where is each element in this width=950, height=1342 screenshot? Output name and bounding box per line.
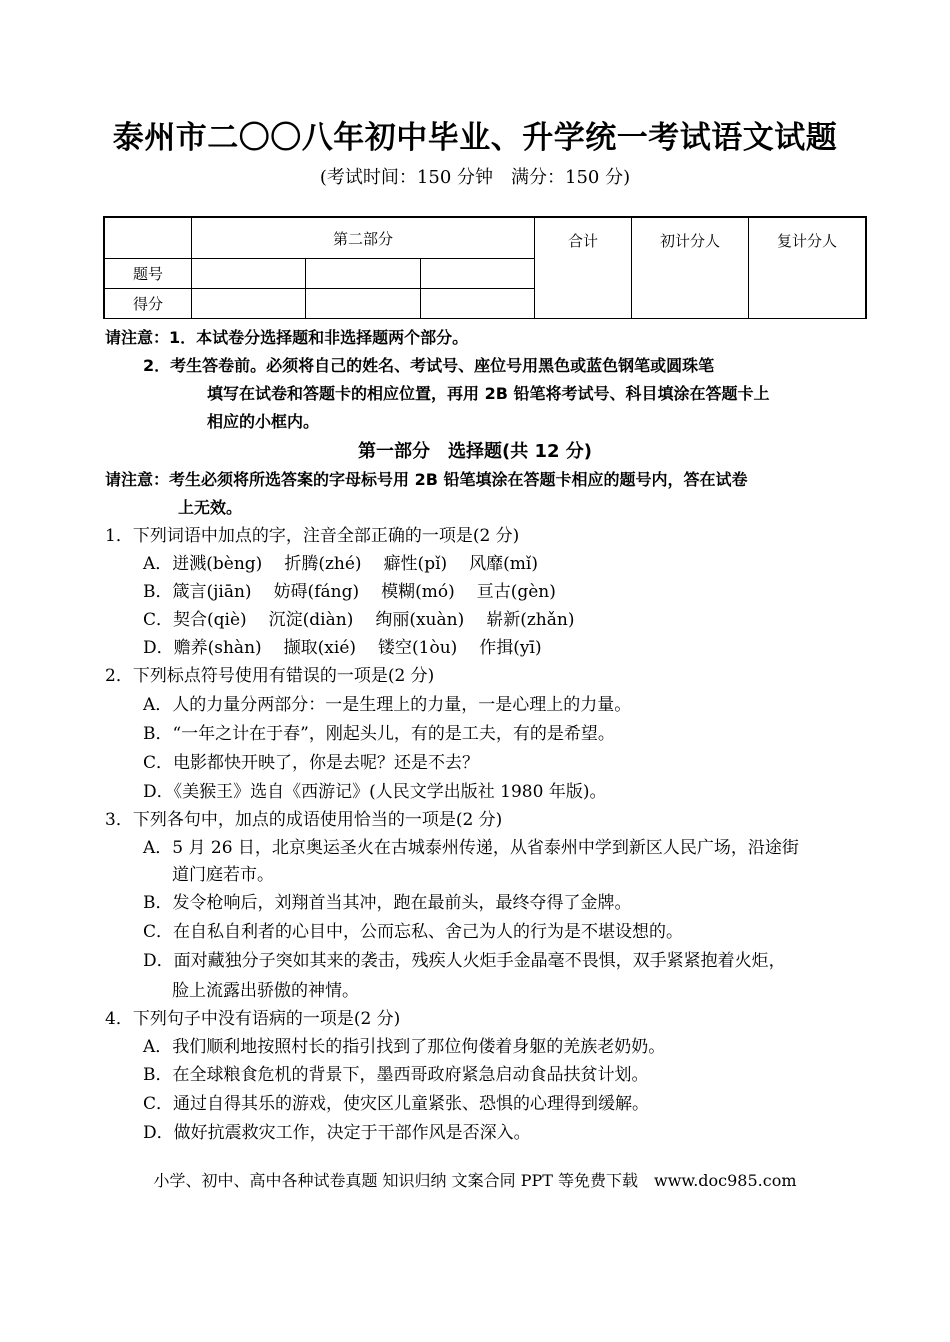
score-table bbox=[103, 216, 867, 319]
second-scorer-header: 复计分人 bbox=[749, 217, 867, 319]
q3-option-a-cont: 道门庭若市。 bbox=[172, 865, 274, 885]
q4-option-d: D．做好抗震救灾工作，决定于干部作风是否深入。 bbox=[143, 1123, 531, 1143]
q4-option-b: B．在全球粮食危机的背景下，墨西哥政府紧急启动食品扶贫计划。 bbox=[143, 1065, 649, 1085]
section-notice-1: 请注意：考生必须将所选答案的字母标号用 2B 铅笔填涂在答题卡相应的题号内，答在试卷 bbox=[105, 470, 748, 489]
total-header: 合计 bbox=[535, 217, 632, 319]
q2-option-d: D．《美猴王》选自《西游记》(人民文学出版社 1980 年版)。 bbox=[143, 782, 607, 802]
q3-option-c: C．在自私自利者的心目中，公而忘私、舍己为人的行为是不堪设想的。 bbox=[143, 922, 684, 942]
row-label-score: 得分 bbox=[104, 289, 192, 319]
score-cell bbox=[420, 289, 534, 319]
q1-option-b bbox=[143, 580, 578, 604]
notice-line-2: 2．考生答卷前。必须将自己的姓名、考试号、座位号用黑色或蓝色钢笔或圆珠笔 bbox=[143, 356, 715, 375]
word: B．箴言(jiān) bbox=[143, 582, 252, 602]
row-label-number: 题号 bbox=[104, 259, 192, 289]
exam-info: (考试时间：150 分钟 满分：150 分) bbox=[319, 167, 631, 188]
word: C．契合(qiè) bbox=[143, 610, 247, 630]
word: 亘古(gèn) bbox=[476, 582, 556, 602]
q1-option-a bbox=[143, 552, 560, 576]
q3-option-d: D．面对藏独分子突如其来的袭击，残疾人火炬手金晶毫不畏惧，双手紧紧抱着火炬， bbox=[143, 951, 786, 971]
word: 作揖(yī) bbox=[479, 638, 542, 658]
number-cell bbox=[420, 259, 534, 289]
q1-option-d bbox=[143, 636, 564, 660]
score-cell bbox=[192, 289, 306, 319]
score-cell bbox=[306, 289, 420, 319]
q2-option-c: C．电影都快开映了，你是去呢？还是不去？ bbox=[143, 753, 480, 773]
word: A．迸溅(bèng) bbox=[143, 554, 263, 574]
q3-stem: 3．下列各句中，加点的成语使用恰当的一项是(2 分) bbox=[105, 810, 503, 830]
notice-line-1: 请注意：1．本试卷分选择题和非选择题两个部分。 bbox=[105, 328, 469, 347]
q4-option-a: A．我们顺利地按照村长的指引找到了那位佝偻着身躯的羌族老奶奶。 bbox=[143, 1037, 666, 1057]
q4-stem: 4．下列句子中没有语病的一项是(2 分) bbox=[105, 1009, 401, 1029]
section-notice-2: 上无效。 bbox=[178, 498, 243, 517]
word: 折腾(zhé) bbox=[284, 554, 362, 574]
page-title: 泰州市二〇〇八年初中毕业、升学统一考试语文试题 bbox=[112, 120, 838, 156]
q3-option-b: B．发令枪响后，刘翔首当其冲，跑在最前头，最终夺得了金牌。 bbox=[143, 893, 632, 913]
word: 风靡(mǐ) bbox=[469, 554, 538, 574]
q2-stem: 2．下列标点符号使用有错误的一项是(2 分) bbox=[105, 666, 435, 686]
first-scorer-header: 初计分人 bbox=[632, 217, 749, 319]
word: 撷取(xié) bbox=[283, 638, 357, 658]
word: 绚丽(xuàn) bbox=[375, 610, 465, 630]
word: 沉淀(diàn) bbox=[268, 610, 354, 630]
q1-option-c bbox=[143, 608, 596, 632]
number-cell bbox=[192, 259, 306, 289]
word: D．赡养(shàn) bbox=[143, 638, 262, 658]
q3-option-a: A．5 月 26 日，北京奥运圣火在古城泰州传递，从省泰州中学到新区人民广场，沿途街 bbox=[143, 838, 799, 858]
word: 模糊(mó) bbox=[381, 582, 455, 602]
notice-line-3: 填写在试卷和答题卡的相应位置，再用 2B 铅笔将考试号、科目填涂在答题卡上 bbox=[207, 384, 770, 403]
q2-option-a: A．人的力量分两部分：一是生理上的力量，一是心理上的力量。 bbox=[143, 695, 632, 715]
part2-header: 第二部分 bbox=[192, 217, 535, 259]
q2-option-b: B．“一年之计在于春”，刚起头儿，有的是工夫，有的是希望。 bbox=[143, 724, 615, 744]
notice-line-4: 相应的小框内。 bbox=[207, 412, 320, 431]
q3-option-d-cont: 脸上流露出骄傲的神情。 bbox=[172, 981, 359, 1001]
number-cell bbox=[306, 259, 420, 289]
section-title: 第一部分 选择题(共 12 分) bbox=[357, 441, 593, 462]
q4-option-c: C．通过自得其乐的游戏，使灾区儿童紧张、恐惧的心理得到缓解。 bbox=[143, 1094, 650, 1114]
word: 崭新(zhǎn) bbox=[486, 610, 575, 630]
word: 镂空(1òu) bbox=[378, 638, 458, 658]
word: 癖性(pǐ) bbox=[383, 554, 448, 574]
word: 妨碍(fáng) bbox=[273, 582, 360, 602]
corner-cell bbox=[104, 217, 192, 259]
q1-stem: 1．下列词语中加点的字，注音全部正确的一项是(2 分) bbox=[105, 526, 520, 546]
footer: 小学、初中、高中各种试卷真题 知识归纳 文案合同 PPT 等免费下载 www.doc985.com bbox=[153, 1171, 797, 1190]
